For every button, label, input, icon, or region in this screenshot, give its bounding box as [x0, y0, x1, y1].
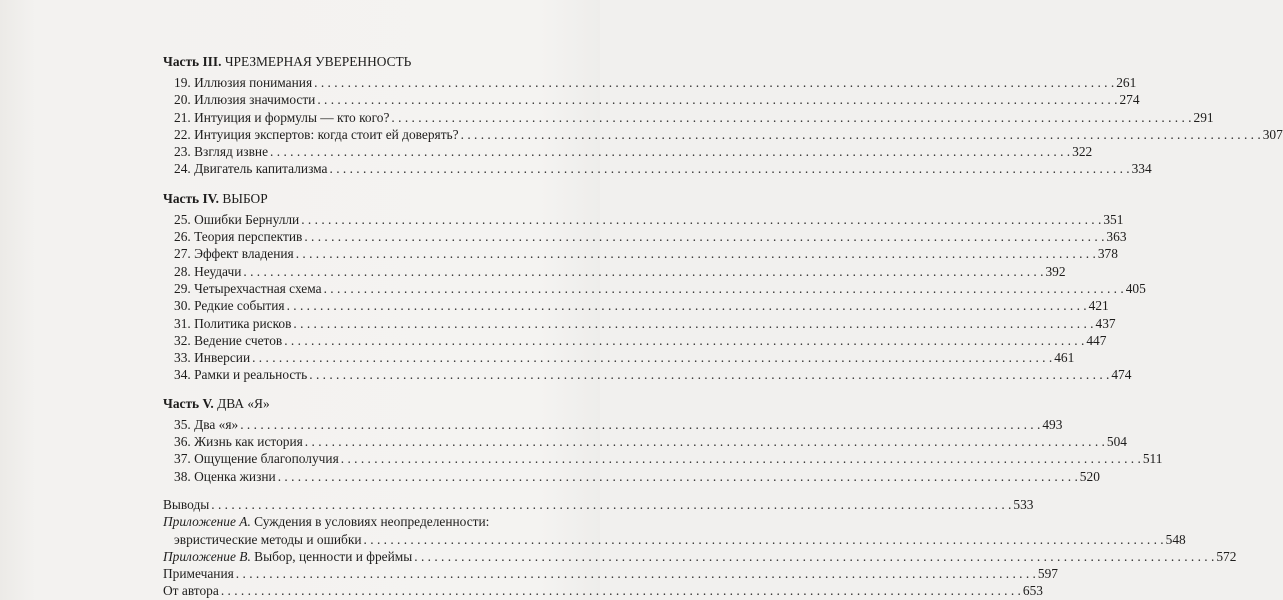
page-number: 447 [1086, 332, 1107, 348]
part-5-title: ДВА «Я» [217, 395, 270, 411]
chapter-36 [174, 433, 1127, 450]
chapter-number: 20. [174, 92, 191, 108]
chapter-number: 25. [174, 211, 191, 227]
dot-leader [293, 315, 1093, 332]
chapter-title: Политика рисков [194, 315, 292, 331]
appendix-a-entry [163, 513, 1186, 548]
conclusions-entry [163, 496, 1034, 513]
chapter-number: 21. [174, 109, 191, 125]
dot-leader [270, 143, 1070, 160]
chapter-number: 32. [174, 332, 191, 348]
dot-leader [314, 74, 1114, 91]
page-number: 334 [1131, 161, 1152, 177]
page-number: 461 [1054, 350, 1075, 366]
page-number: 307 [1262, 126, 1283, 142]
part-5-prefix: Часть V. [163, 395, 214, 411]
author-entry [163, 582, 1043, 599]
entry-title: От автора [163, 583, 219, 599]
part-3-prefix: Часть III. [163, 54, 222, 69]
part-3-chapters [174, 74, 1283, 178]
part-4-title: ВЫБОР [222, 190, 268, 206]
chapter-title: Неудачи [194, 263, 242, 279]
chapter-35 [174, 416, 1063, 433]
part-3-heading [163, 53, 665, 70]
back-matter [163, 496, 1237, 600]
chapter-number: 37. [174, 451, 191, 467]
dot-leader [236, 565, 1036, 582]
page-number: 474 [1111, 367, 1132, 383]
dot-leader [391, 109, 1191, 126]
page-number: 437 [1095, 315, 1116, 331]
chapter-number: 27. [174, 246, 191, 262]
chapter-24 [174, 160, 1152, 177]
part-4-chapters [174, 211, 1146, 384]
chapter-28 [174, 263, 1066, 280]
dot-leader [240, 416, 1040, 433]
dot-leader [309, 366, 1109, 383]
chapter-22 [174, 126, 1283, 143]
page-number: 511 [1142, 451, 1163, 467]
dot-leader [284, 332, 1084, 349]
chapter-31 [174, 315, 1116, 332]
page-number: 392 [1045, 263, 1066, 279]
page-number: 597 [1037, 566, 1058, 582]
chapter-title: Ощущение благополучия [194, 451, 339, 467]
chapter-title: Интуиция экспертов: когда стоит ей доверять? [194, 126, 459, 142]
part-5 [163, 395, 1163, 485]
dot-leader [305, 433, 1105, 450]
entry-title: Примечания [163, 566, 234, 582]
chapter-32 [174, 332, 1107, 349]
page-number: 274 [1119, 92, 1140, 108]
dot-leader [243, 263, 1043, 280]
chapter-title: Ошибки Бернулли [194, 211, 300, 227]
dot-leader [304, 228, 1104, 245]
page-number: 291 [1193, 109, 1214, 125]
dot-leader [301, 211, 1101, 228]
chapter-title: Инверсии [194, 350, 251, 366]
page-number: 572 [1216, 548, 1237, 564]
chapter-number: 36. [174, 434, 191, 450]
table-of-contents [163, 53, 1283, 600]
page-number: 261 [1116, 75, 1137, 90]
dot-leader [252, 349, 1052, 366]
page-number: 363 [1106, 229, 1127, 245]
notes-entry [163, 565, 1058, 582]
chapter-38 [174, 468, 1100, 485]
dot-leader [296, 245, 1096, 262]
chapter-number: 30. [174, 298, 191, 314]
page-number: 351 [1103, 211, 1124, 227]
chapter-number: 23. [174, 144, 191, 160]
part-3 [163, 53, 1283, 178]
chapter-33 [174, 349, 1075, 366]
chapter-34 [174, 366, 1132, 383]
chapter-number: 22. [174, 126, 191, 142]
chapter-number: 24. [174, 161, 191, 177]
chapter-title: Теория перспектив [194, 229, 303, 245]
chapter-19 [174, 74, 1137, 91]
page-number: 493 [1042, 416, 1063, 432]
page-number: 421 [1088, 298, 1109, 314]
dot-leader [317, 91, 1117, 108]
page-number: 548 [1165, 531, 1186, 547]
chapter-number: 35. [174, 416, 191, 432]
page-number: 504 [1106, 434, 1127, 450]
page-number: 653 [1022, 583, 1043, 599]
chapter-title: Четырехчастная схема [194, 280, 322, 296]
page-number: 520 [1079, 468, 1100, 484]
chapter-27 [174, 245, 1118, 262]
page-number: 322 [1072, 144, 1093, 160]
chapter-number: 26. [174, 229, 191, 245]
chapter-title: Оценка жизни [194, 468, 276, 484]
chapter-30 [174, 297, 1109, 314]
part-5-heading [163, 395, 665, 412]
chapter-37 [174, 450, 1163, 467]
appendix-b-entry [163, 548, 1237, 565]
chapter-title: Взгляд извне [194, 144, 269, 160]
chapter-number: 33. [174, 350, 191, 366]
part-4-prefix: Часть IV. [163, 190, 219, 206]
chapter-number: 38. [174, 468, 191, 484]
appendix-b-title: Выбор, ценности и фреймы [254, 548, 413, 564]
part-5-chapters [174, 416, 1163, 485]
chapter-26 [174, 228, 1127, 245]
part-3-title: ЧРЕЗМЕРНАЯ УВЕРЕННОСТЬ [224, 54, 412, 69]
chapter-21 [174, 109, 1214, 126]
chapter-number: 19. [174, 75, 191, 90]
dot-leader [324, 280, 1124, 297]
appendix-b-prefix: Приложение В. [163, 548, 251, 564]
chapter-title: Иллюзия понимания [194, 75, 313, 90]
appendix-a-title-line2: эвристические методы и ошибки [174, 531, 362, 547]
dot-leader [364, 531, 1164, 548]
chapter-23 [174, 143, 1093, 160]
chapter-29 [174, 280, 1146, 297]
chapter-title: Два «я» [194, 416, 239, 432]
chapter-title: Двигатель капитализма [194, 161, 328, 177]
dot-leader [414, 548, 1214, 565]
dot-leader [278, 468, 1078, 485]
chapter-title: Эффект владения [194, 246, 294, 262]
dot-leader [341, 450, 1141, 467]
chapter-title: Интуиция и формулы — кто кого? [194, 109, 390, 125]
chapter-number: 28. [174, 263, 191, 279]
dot-leader [330, 160, 1130, 177]
dot-leader [211, 496, 1011, 513]
entry-title: Выводы [163, 496, 210, 512]
chapter-25 [174, 211, 1124, 228]
chapter-number: 34. [174, 367, 191, 383]
chapter-number: 31. [174, 315, 191, 331]
page-number: 533 [1013, 496, 1034, 512]
page-number: 405 [1125, 280, 1146, 296]
chapter-title: Редкие события [194, 298, 285, 314]
appendix-a-title-line1: Суждения в условиях неопределенности: [254, 514, 490, 530]
chapter-title: Иллюзия значимости [194, 92, 316, 108]
chapter-title: Жизнь как история [194, 434, 303, 450]
chapter-number: 29. [174, 280, 191, 296]
chapter-title: Рамки и реальность [194, 367, 308, 383]
dot-leader [461, 126, 1261, 143]
chapter-20 [174, 91, 1140, 108]
part-4 [163, 190, 1146, 384]
appendix-a-prefix: Приложение А. [163, 514, 251, 530]
chapter-title: Ведение счетов [194, 332, 283, 348]
part-4-heading [163, 190, 665, 207]
page-number: 378 [1097, 246, 1118, 262]
dot-leader [221, 582, 1021, 599]
dot-leader [287, 297, 1087, 314]
